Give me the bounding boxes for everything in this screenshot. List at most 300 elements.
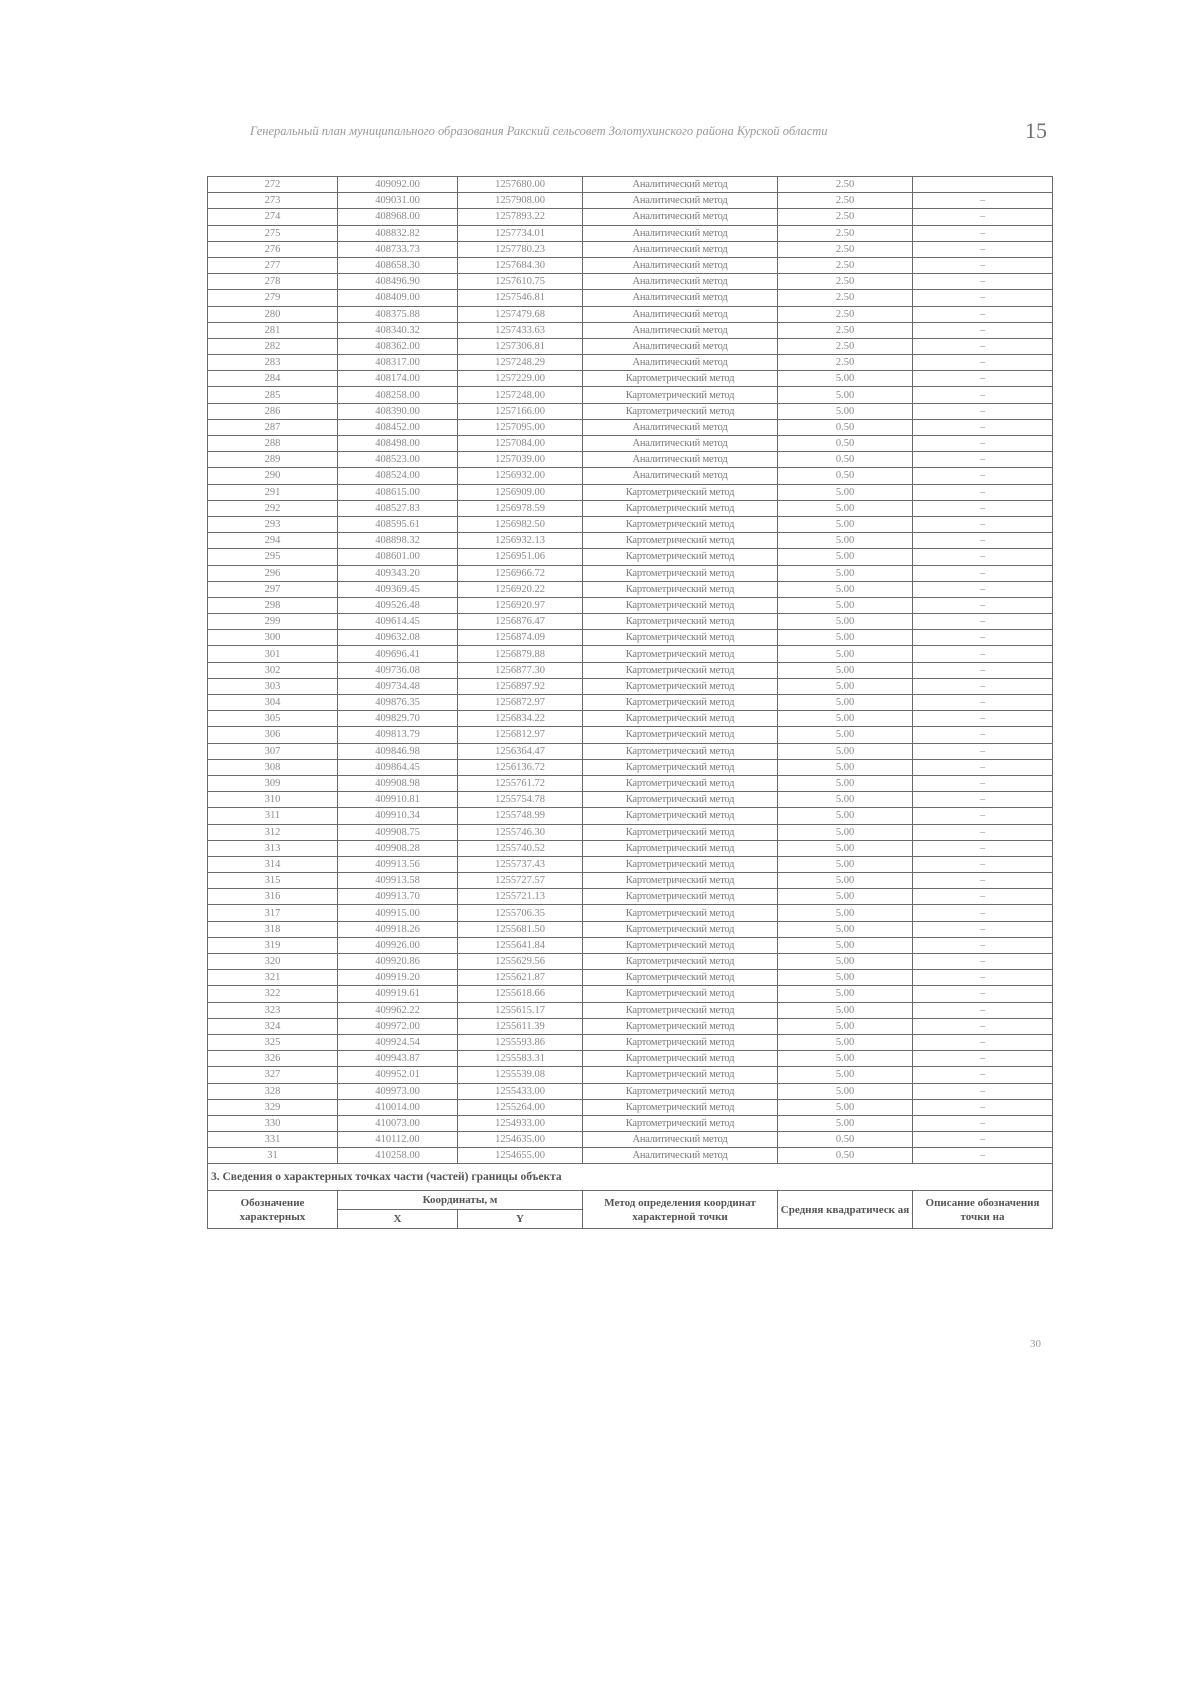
cell-x: 409829.70 [338, 711, 458, 727]
cell-error: 5.00 [778, 1018, 913, 1034]
cell-point-number: 307 [208, 743, 338, 759]
table-row [208, 306, 1053, 322]
cell-method: Аналитический метод [583, 355, 778, 371]
cell-point-number: 276 [208, 241, 338, 257]
cell-x: 409915.00 [338, 905, 458, 921]
cell-point-number: 295 [208, 549, 338, 565]
cell-method: Картометрический метод [583, 662, 778, 678]
cell-method: Аналитический метод [583, 306, 778, 322]
cell-method: Картометрический метод [583, 678, 778, 694]
header-error: Средняя квадратическ ая [778, 1191, 913, 1229]
table-row [208, 743, 1053, 759]
cell-error: 0.50 [778, 436, 913, 452]
table-row [208, 1051, 1053, 1067]
cell-point-number: 313 [208, 840, 338, 856]
cell-description: – [913, 711, 1053, 727]
cell-description: – [913, 921, 1053, 937]
cell-error: 5.00 [778, 840, 913, 856]
cell-point-number: 310 [208, 792, 338, 808]
table-row [208, 597, 1053, 613]
cell-point-number: 329 [208, 1099, 338, 1115]
cell-y: 1256812.97 [458, 727, 583, 743]
cell-error: 2.50 [778, 306, 913, 322]
cell-error: 5.00 [778, 759, 913, 775]
cell-y: 1255746.30 [458, 824, 583, 840]
cell-description: – [913, 387, 1053, 403]
cell-method: Аналитический метод [583, 193, 778, 209]
cell-x: 410258.00 [338, 1148, 458, 1164]
cell-description: – [913, 338, 1053, 354]
cell-description: – [913, 257, 1053, 273]
cell-method: Картометрический метод [583, 840, 778, 856]
cell-x: 410112.00 [338, 1132, 458, 1148]
cell-error: 5.00 [778, 873, 913, 889]
cell-error: 5.00 [778, 614, 913, 630]
cell-description: – [913, 986, 1053, 1002]
cell-description: – [913, 954, 1053, 970]
cell-description: – [913, 209, 1053, 225]
table-row [208, 856, 1053, 872]
section3-block [208, 1164, 1053, 1229]
cell-point-number: 314 [208, 856, 338, 872]
header-designation: Обозначение характерных [208, 1191, 338, 1229]
cell-error: 5.00 [778, 711, 913, 727]
cell-error: 2.50 [778, 274, 913, 290]
cell-y: 1257095.00 [458, 419, 583, 435]
cell-method: Аналитический метод [583, 322, 778, 338]
table-row [208, 1083, 1053, 1099]
cell-x: 408601.00 [338, 549, 458, 565]
cell-x: 409846.98 [338, 743, 458, 759]
cell-x: 408362.00 [338, 338, 458, 354]
cell-error: 5.00 [778, 533, 913, 549]
cell-x: 408375.88 [338, 306, 458, 322]
cell-method: Картометрический метод [583, 1051, 778, 1067]
cell-y: 1256932.00 [458, 468, 583, 484]
table-row [208, 355, 1053, 371]
cell-point-number: 287 [208, 419, 338, 435]
cell-y: 1257610.75 [458, 274, 583, 290]
cell-y: 1257908.00 [458, 193, 583, 209]
cell-point-number: 278 [208, 274, 338, 290]
cell-error: 2.50 [778, 338, 913, 354]
table-row [208, 1115, 1053, 1131]
cell-error: 0.50 [778, 468, 913, 484]
cell-x: 409919.20 [338, 970, 458, 986]
table-row [208, 500, 1053, 516]
cell-y: 1254635.00 [458, 1132, 583, 1148]
cell-method: Картометрический метод [583, 1099, 778, 1115]
cell-error: 5.00 [778, 970, 913, 986]
cell-point-number: 273 [208, 193, 338, 209]
header-x: X [338, 1210, 458, 1229]
cell-y: 1254655.00 [458, 1148, 583, 1164]
cell-error: 2.50 [778, 355, 913, 371]
cell-description: – [913, 856, 1053, 872]
cell-description: – [913, 274, 1053, 290]
cell-y: 1255433.00 [458, 1083, 583, 1099]
cell-point-number: 321 [208, 970, 338, 986]
cell-description: – [913, 1115, 1053, 1131]
cell-description: – [913, 824, 1053, 840]
table-row [208, 565, 1053, 581]
cell-x: 409910.34 [338, 808, 458, 824]
cell-y: 1256876.47 [458, 614, 583, 630]
cell-description: – [913, 1148, 1053, 1164]
cell-method: Картометрический метод [583, 565, 778, 581]
cell-method: Картометрический метод [583, 775, 778, 791]
cell-error: 0.50 [778, 419, 913, 435]
cell-point-number: 315 [208, 873, 338, 889]
cell-method: Картометрический метод [583, 889, 778, 905]
cell-description: – [913, 549, 1053, 565]
cell-x: 410073.00 [338, 1115, 458, 1131]
cell-y: 1256834.22 [458, 711, 583, 727]
cell-x: 408390.00 [338, 403, 458, 419]
cell-y: 1255629.56 [458, 954, 583, 970]
cell-method: Картометрический метод [583, 937, 778, 953]
cell-method: Картометрический метод [583, 597, 778, 613]
cell-description: – [913, 436, 1053, 452]
cell-method: Картометрический метод [583, 824, 778, 840]
cell-x: 408496.90 [338, 274, 458, 290]
cell-x: 409972.00 [338, 1018, 458, 1034]
cell-x: 408524.00 [338, 468, 458, 484]
cell-description: – [913, 1002, 1053, 1018]
cell-error: 5.00 [778, 1099, 913, 1115]
cell-x: 408527.83 [338, 500, 458, 516]
table-row [208, 775, 1053, 791]
cell-y: 1257734.01 [458, 225, 583, 241]
cell-point-number: 299 [208, 614, 338, 630]
cell-error: 5.00 [778, 921, 913, 937]
cell-description: – [913, 775, 1053, 791]
cell-description: – [913, 533, 1053, 549]
cell-point-number: 298 [208, 597, 338, 613]
cell-y: 1257893.22 [458, 209, 583, 225]
cell-point-number: 281 [208, 322, 338, 338]
table-row [208, 468, 1053, 484]
cell-method: Картометрический метод [583, 986, 778, 1002]
cell-point-number: 274 [208, 209, 338, 225]
cell-point-number: 306 [208, 727, 338, 743]
cell-description: – [913, 468, 1053, 484]
cell-x: 409526.48 [338, 597, 458, 613]
cell-method: Картометрический метод [583, 743, 778, 759]
table-row [208, 533, 1053, 549]
cell-description: – [913, 630, 1053, 646]
cell-method: Картометрический метод [583, 500, 778, 516]
cell-description: – [913, 371, 1053, 387]
cell-y: 1255761.72 [458, 775, 583, 791]
cell-x: 408452.00 [338, 419, 458, 435]
cell-description: – [913, 1018, 1053, 1034]
cell-x: 408498.00 [338, 436, 458, 452]
cell-x: 409913.58 [338, 873, 458, 889]
coordinates-table [207, 176, 1053, 1229]
cell-y: 1257546.81 [458, 290, 583, 306]
cell-error: 5.00 [778, 695, 913, 711]
table-row [208, 792, 1053, 808]
cell-point-number: 303 [208, 678, 338, 694]
cell-method: Картометрический метод [583, 1002, 778, 1018]
cell-x: 408317.00 [338, 355, 458, 371]
cell-x: 408595.61 [338, 516, 458, 532]
cell-description: – [913, 1099, 1053, 1115]
table-row [208, 1067, 1053, 1083]
cell-y: 1254933.00 [458, 1115, 583, 1131]
cell-x: 409614.45 [338, 614, 458, 630]
cell-description: – [913, 241, 1053, 257]
cell-description: – [913, 581, 1053, 597]
cell-y: 1257039.00 [458, 452, 583, 468]
cell-x: 409696.41 [338, 646, 458, 662]
cell-x: 408832.82 [338, 225, 458, 241]
cell-method: Картометрический метод [583, 873, 778, 889]
cell-description: – [913, 840, 1053, 856]
table-row [208, 662, 1053, 678]
cell-description [913, 177, 1053, 193]
table-row [208, 1002, 1053, 1018]
cell-error: 5.00 [778, 727, 913, 743]
cell-y: 1256874.09 [458, 630, 583, 646]
cell-y: 1255740.52 [458, 840, 583, 856]
cell-point-number: 294 [208, 533, 338, 549]
table-row [208, 516, 1053, 532]
cell-y: 1257306.81 [458, 338, 583, 354]
cell-point-number: 305 [208, 711, 338, 727]
cell-point-number: 279 [208, 290, 338, 306]
cell-y: 1256982.50 [458, 516, 583, 532]
cell-x: 409973.00 [338, 1083, 458, 1099]
cell-method: Аналитический метод [583, 338, 778, 354]
cell-error: 2.50 [778, 241, 913, 257]
cell-point-number: 297 [208, 581, 338, 597]
cell-y: 1256136.72 [458, 759, 583, 775]
cell-y: 1257248.29 [458, 355, 583, 371]
table-row [208, 970, 1053, 986]
table-row [208, 954, 1053, 970]
cell-x: 409908.28 [338, 840, 458, 856]
cell-y: 1256897.92 [458, 678, 583, 694]
table-row [208, 338, 1053, 354]
cell-method: Аналитический метод [583, 1132, 778, 1148]
cell-error: 5.00 [778, 808, 913, 824]
cell-x: 408409.00 [338, 290, 458, 306]
cell-point-number: 322 [208, 986, 338, 1002]
cell-error: 5.00 [778, 500, 913, 516]
table-row [208, 1034, 1053, 1050]
cell-x: 408174.00 [338, 371, 458, 387]
cell-method: Картометрический метод [583, 614, 778, 630]
cell-x: 408898.32 [338, 533, 458, 549]
cell-point-number: 272 [208, 177, 338, 193]
table-row [208, 808, 1053, 824]
cell-description: – [913, 193, 1053, 209]
table-row [208, 549, 1053, 565]
cell-method: Картометрический метод [583, 516, 778, 532]
cell-method: Картометрический метод [583, 905, 778, 921]
cell-method: Аналитический метод [583, 241, 778, 257]
cell-method: Картометрический метод [583, 1034, 778, 1050]
cell-x: 409092.00 [338, 177, 458, 193]
cell-point-number: 289 [208, 452, 338, 468]
cell-point-number: 325 [208, 1034, 338, 1050]
cell-description: – [913, 565, 1053, 581]
table-row [208, 290, 1053, 306]
cell-point-number: 320 [208, 954, 338, 970]
header-method: Метод определения координат характерной точки [583, 1191, 778, 1229]
cell-description: – [913, 516, 1053, 532]
cell-method: Картометрический метод [583, 630, 778, 646]
cell-point-number: 301 [208, 646, 338, 662]
cell-point-number: 324 [208, 1018, 338, 1034]
cell-method: Аналитический метод [583, 257, 778, 273]
cell-error: 5.00 [778, 549, 913, 565]
cell-error: 5.00 [778, 403, 913, 419]
cell-x: 410014.00 [338, 1099, 458, 1115]
cell-y: 1255706.35 [458, 905, 583, 921]
cell-description: – [913, 290, 1053, 306]
cell-description: – [913, 808, 1053, 824]
cell-method: Аналитический метод [583, 209, 778, 225]
header-coordinates: Координаты, м [338, 1191, 583, 1210]
cell-error: 5.00 [778, 743, 913, 759]
table-row [208, 371, 1053, 387]
cell-method: Картометрический метод [583, 1083, 778, 1099]
section3-title: 3. Сведения о характерных точках части (частей) границы объекта [208, 1164, 1053, 1191]
cell-y: 1256966.72 [458, 565, 583, 581]
cell-point-number: 327 [208, 1067, 338, 1083]
table-row [208, 614, 1053, 630]
cell-method: Картометрический метод [583, 549, 778, 565]
cell-error: 5.00 [778, 775, 913, 791]
cell-x: 409864.45 [338, 759, 458, 775]
cell-method: Картометрический метод [583, 856, 778, 872]
table-row [208, 452, 1053, 468]
cell-method: Картометрический метод [583, 387, 778, 403]
cell-y: 1255754.78 [458, 792, 583, 808]
cell-point-number: 311 [208, 808, 338, 824]
table-row [208, 711, 1053, 727]
cell-description: – [913, 695, 1053, 711]
table-row [208, 257, 1053, 273]
cell-x: 408340.32 [338, 322, 458, 338]
cell-method: Аналитический метод [583, 225, 778, 241]
table-row [208, 177, 1053, 193]
cell-description: – [913, 889, 1053, 905]
cell-description: – [913, 306, 1053, 322]
cell-y: 1255615.17 [458, 1002, 583, 1018]
cell-x: 409736.08 [338, 662, 458, 678]
cell-method: Картометрический метод [583, 1115, 778, 1131]
cell-description: – [913, 225, 1053, 241]
cell-method: Картометрический метод [583, 792, 778, 808]
cell-y: 1256978.59 [458, 500, 583, 516]
cell-method: Картометрический метод [583, 371, 778, 387]
cell-description: – [913, 743, 1053, 759]
cell-y: 1257433.63 [458, 322, 583, 338]
cell-description: – [913, 1083, 1053, 1099]
cell-x: 408615.00 [338, 484, 458, 500]
cell-point-number: 331 [208, 1132, 338, 1148]
cell-error: 5.00 [778, 986, 913, 1002]
cell-method: Аналитический метод [583, 1148, 778, 1164]
cell-x: 409908.98 [338, 775, 458, 791]
cell-description: – [913, 905, 1053, 921]
cell-x: 409343.20 [338, 565, 458, 581]
cell-y: 1257479.68 [458, 306, 583, 322]
table-row [208, 873, 1053, 889]
cell-error: 5.00 [778, 1067, 913, 1083]
cell-error: 5.00 [778, 1051, 913, 1067]
cell-error: 5.00 [778, 1034, 913, 1050]
cell-point-number: 330 [208, 1115, 338, 1131]
table-row [208, 209, 1053, 225]
cell-y: 1255618.66 [458, 986, 583, 1002]
cell-method: Картометрический метод [583, 533, 778, 549]
cell-x: 409952.01 [338, 1067, 458, 1083]
table-row [208, 484, 1053, 500]
cell-description: – [913, 792, 1053, 808]
cell-error: 5.00 [778, 1002, 913, 1018]
cell-x: 409913.70 [338, 889, 458, 905]
page-header-title: Генеральный план муниципального образования Ракский сельсовет Золотухинского района Курской области [250, 124, 828, 138]
table-row [208, 889, 1053, 905]
cell-description: – [913, 1051, 1053, 1067]
footer-page-number: 30 [1030, 1338, 1041, 1350]
table-row [208, 921, 1053, 937]
cell-method: Аналитический метод [583, 436, 778, 452]
cell-y: 1255737.43 [458, 856, 583, 872]
cell-point-number: 317 [208, 905, 338, 921]
cell-point-number: 277 [208, 257, 338, 273]
cell-x: 409962.22 [338, 1002, 458, 1018]
cell-method: Картометрический метод [583, 1067, 778, 1083]
table-row [208, 840, 1053, 856]
cell-y: 1256877.30 [458, 662, 583, 678]
cell-description: – [913, 678, 1053, 694]
cell-y: 1255641.84 [458, 937, 583, 953]
cell-point-number: 285 [208, 387, 338, 403]
cell-description: – [913, 355, 1053, 371]
cell-y: 1257684.30 [458, 257, 583, 273]
table-row [208, 905, 1053, 921]
table-row [208, 937, 1053, 953]
cell-error: 5.00 [778, 1083, 913, 1099]
cell-point-number: 319 [208, 937, 338, 953]
table-row [208, 419, 1053, 435]
cell-point-number: 283 [208, 355, 338, 371]
header-y: Y [458, 1210, 583, 1229]
cell-description: – [913, 1067, 1053, 1083]
cell-x: 409369.45 [338, 581, 458, 597]
page-header-number: 15 [1025, 118, 1047, 143]
cell-point-number: 286 [208, 403, 338, 419]
cell-method: Картометрический метод [583, 759, 778, 775]
cell-error: 5.00 [778, 387, 913, 403]
cell-y: 1255593.86 [458, 1034, 583, 1050]
cell-y: 1256920.97 [458, 597, 583, 613]
cell-x: 408733.73 [338, 241, 458, 257]
cell-error: 5.00 [778, 856, 913, 872]
cell-error: 5.00 [778, 630, 913, 646]
cell-point-number: 316 [208, 889, 338, 905]
cell-y: 1255539.08 [458, 1067, 583, 1083]
cell-error: 5.00 [778, 1115, 913, 1131]
cell-method: Аналитический метод [583, 177, 778, 193]
table-row [208, 1148, 1053, 1164]
